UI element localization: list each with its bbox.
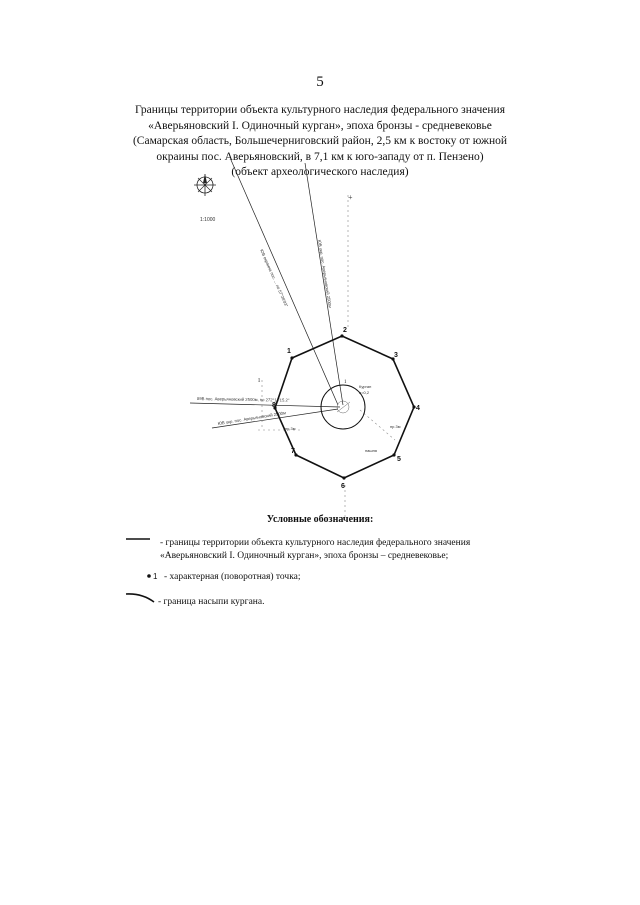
kurgan-label: Курган [359,384,372,389]
cross-marker: + [348,193,353,202]
marker-label: 1 [344,380,347,385]
compass-icon [194,174,216,196]
reference-ray [231,160,338,405]
reference-ray [190,403,340,407]
kurgan-legend-line [126,594,154,602]
title-line: (Самарская область, Большечерниговский район, 2,5 км к востоку от южной [132,135,508,148]
tick-marker: ı [258,375,261,384]
title-line: окраины пос. Аверьяновский, в 7,1 км к юго-западу от п. Пензено) [156,150,484,163]
kurgan-height: h=0,2 [359,390,370,395]
ray-label: ЮВ окр. пос. Аверьяновский 2500м [317,239,333,309]
field-label: пр.3м [390,424,401,429]
ray-label: ЮВ окр. пос. Аверьяновский 2500м [217,410,287,426]
title-line: (объект археологического наследия) [231,166,409,179]
legend-item-kurgan [158,596,264,609]
point-label: 5 [397,456,401,463]
legend-text: - характерная (поворотная) точка; [164,572,301,582]
point-label: 6 [341,483,345,490]
point-label: 7 [291,448,295,455]
ray-label: 89В пос. Аверьяновский 2500м, по 272°14'15.2" [196,396,290,403]
field-label: пашня [365,448,377,453]
point-legend-marker [147,574,151,578]
legend-text: - границы территории объекта культурного наследия федерального значения [160,538,471,548]
point-label: 4 [416,405,420,412]
legend-item-boundary [160,537,520,563]
scale-label: 1:1000 [200,217,216,223]
legend-item-point [156,571,301,584]
legend-text: - граница насыпи кургана. [158,597,265,607]
title-line: Границы территории объекта культурного наследия федерального значения [135,104,505,116]
point-label: 3 [394,352,398,359]
title-line: «Аверьяновский I. Одиночный курган», эпоха бронзы - средневековье [148,119,492,132]
point-legend-number: 1 [153,572,158,581]
legend-title: Условные обозначения: [266,514,374,525]
field-label: пр.3м [285,426,296,431]
point-label: 1 [287,348,291,355]
page-number: 5 [316,74,324,90]
ray-label: ЮВ окраина пос. ... по 57°28'03" [259,248,290,308]
point-label: 8 [272,402,276,409]
legend-text: «Аверьяновский I. Одиночный курган», эпоха бронзы – средневековье; [160,551,449,561]
point-label: 2 [343,327,347,334]
